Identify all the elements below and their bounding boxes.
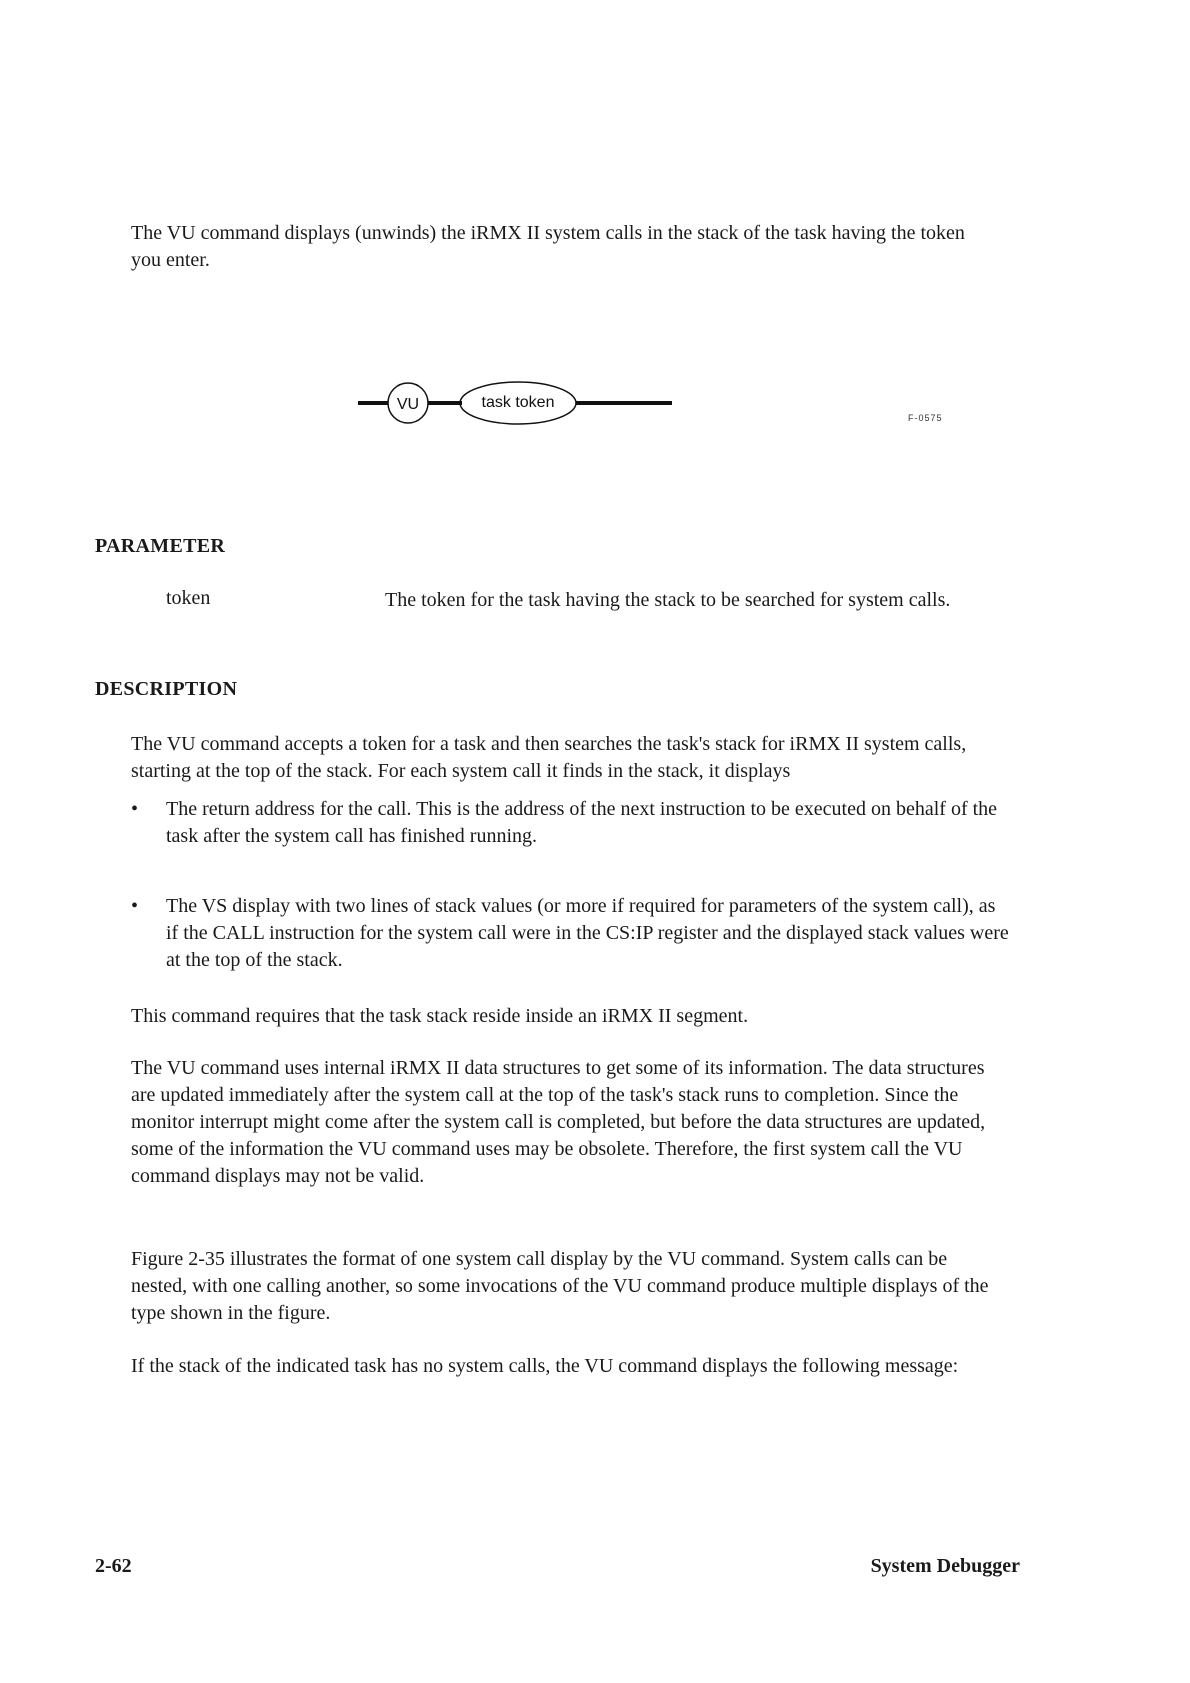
command-label: VU	[396, 396, 420, 413]
bullet-dot: •	[131, 895, 139, 917]
syntax-diagram	[350, 375, 730, 435]
description-paragraph-4: Figure 2-35 illustrates the format of one system call display by the VU command. System calls can be nested, with one calling another, so some invocations of the VU command produce multiple displays of the type shown in the figure.	[131, 1248, 989, 1324]
description-paragraph-5: If the stack of the indicated task has no system calls, the VU command displays the following message:	[131, 1355, 959, 1377]
intro-paragraph: The VU command displays (unwinds) the iRMX II system calls in the stack of the task having the token you enter.	[131, 222, 965, 271]
description-paragraph-3: The VU command uses internal iRMX II data structures to get some of its information. The data structures are updated immediately after the system call at the top of the task's stack runs to completion. Since the monitor interrupt might come after the system call is completed, but before the data structures are updated, some of the information the VU command uses may be obsolete. Therefore, the first system call the VU command displays may not be valid.	[131, 1057, 986, 1187]
description-paragraph-2: This command requires that the task stack reside inside an iRMX II segment.	[131, 1005, 749, 1027]
description-paragraph-1: The VU command accepts a token for a task and then searches the task's stack for iRMX II system calls, starting at the top of the stack. For each system call it finds in the stack, it displays	[131, 733, 967, 782]
bullet-text: The VS display with two lines of stack values (or more if required for parameters of the system call), as if the CALL instruction for the system call were in the CS:IP register and the displayed stack values were at the top of the stack.	[166, 895, 1009, 971]
bullet-item	[131, 796, 1011, 850]
bullet-text: The return address for the call. This is the address of the next instruction to be executed on behalf of the task after the system call has finished running.	[166, 798, 998, 847]
bullet-item	[131, 893, 1011, 974]
parameter-heading: PARAMETER	[95, 535, 226, 557]
manual-title: System Debugger	[870, 1555, 1020, 1577]
page-number: 2-62	[95, 1555, 132, 1577]
parameter-name: token	[166, 587, 211, 609]
description-heading: DESCRIPTION	[95, 678, 238, 700]
bullet-dot: •	[131, 798, 139, 820]
parameter-description: The token for the task having the stack to be searched for system calls.	[385, 589, 951, 611]
figure-code: F-0575	[908, 413, 943, 423]
parameter-label: task token	[481, 394, 555, 411]
